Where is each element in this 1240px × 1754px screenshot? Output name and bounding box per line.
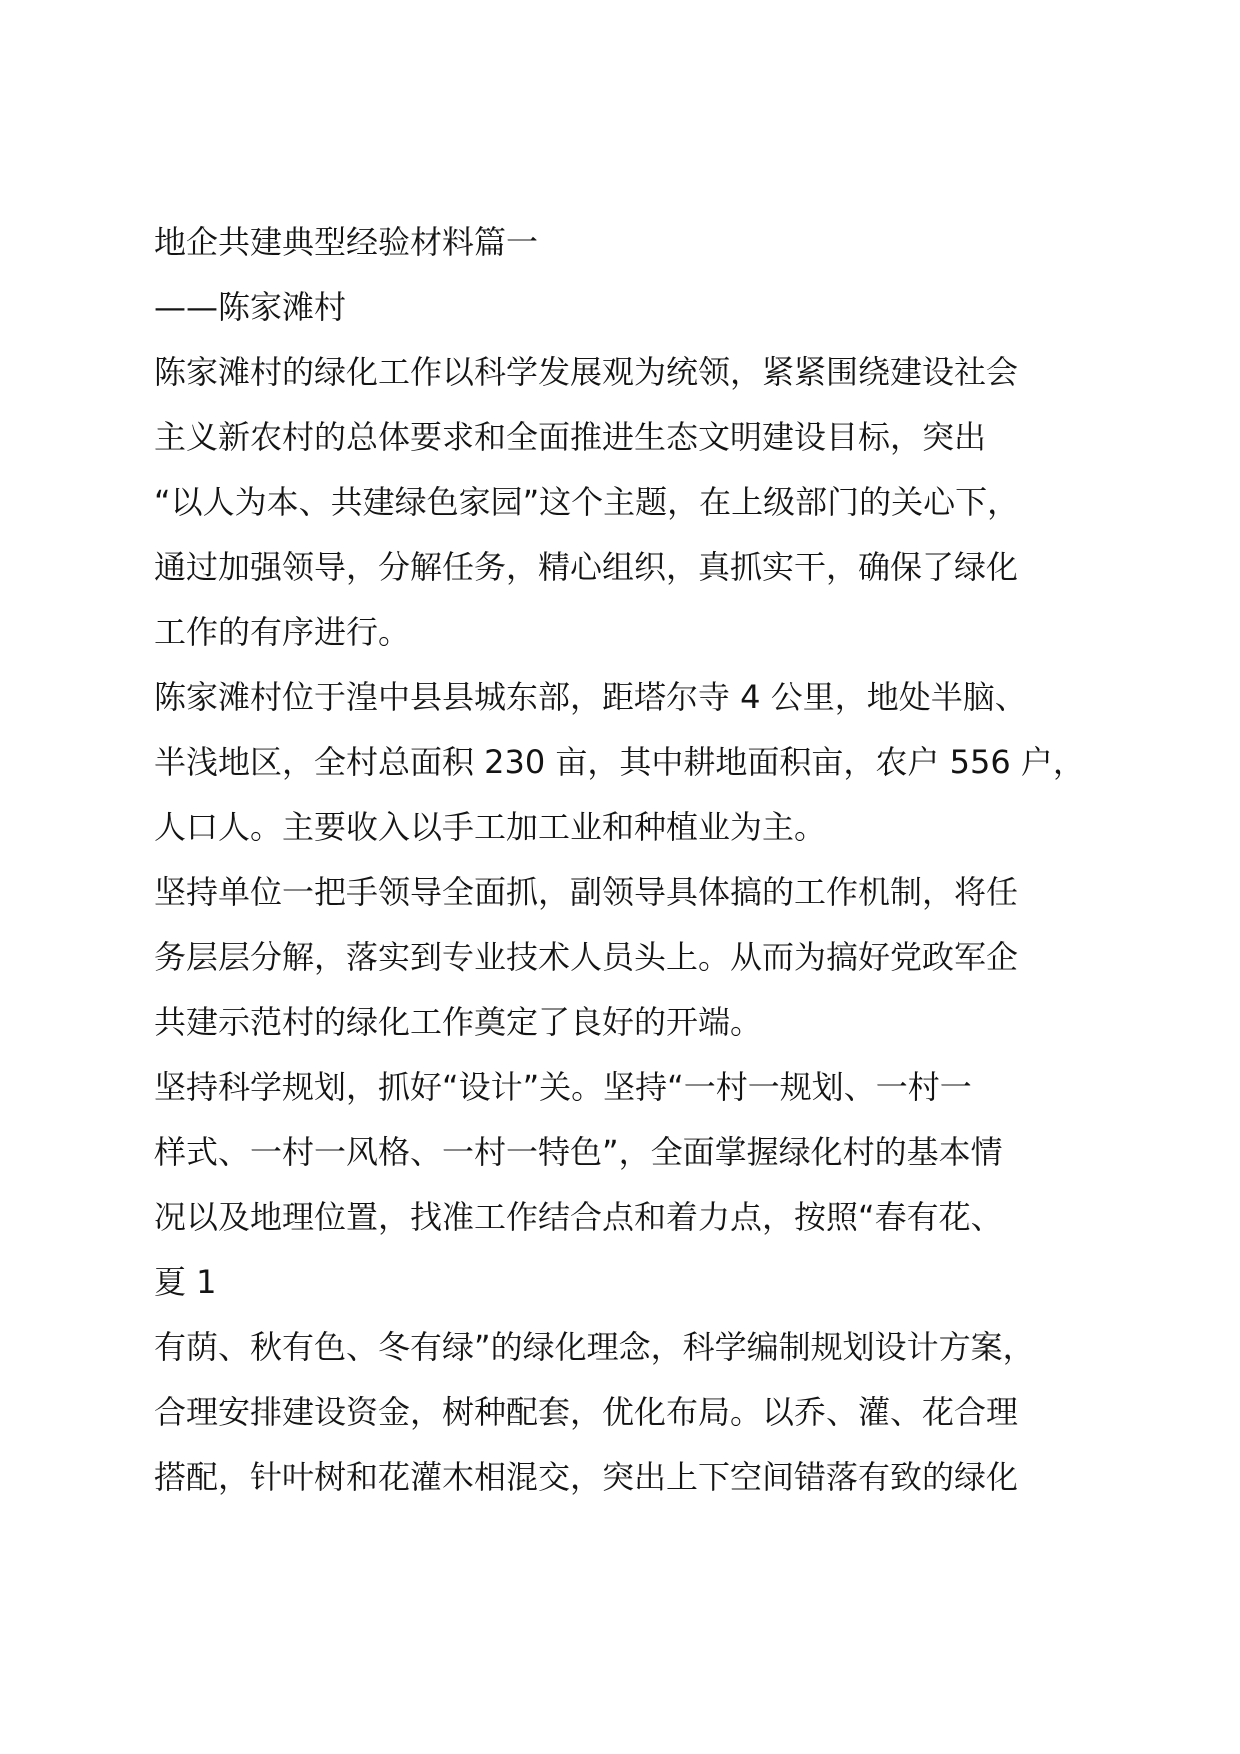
paragraph-line: 工作的有序进行。 — [154, 613, 411, 651]
paragraph-line: 主义新农村的总体要求和全面推进生态文明建设目标，突出 — [154, 418, 987, 456]
paragraph-line: 通过加强领导，分解任务，精心组织，真抓实干，确保了绿化 — [154, 548, 1019, 586]
document-body — [154, 210, 1114, 1510]
paragraph-line: 况以及地理位置，找准工作结合点和着力点，按照“春有花、 — [154, 1198, 1003, 1236]
paragraph-line: 搭配，针叶树和花灌木相混交，突出上下空间错落有致的绿化 — [154, 1458, 1019, 1496]
paragraph-line: “以人为本、共建绿色家园”这个主题，在上级部门的关心下， — [154, 483, 1020, 521]
paragraph-line: 有荫、秋有色、冬有绿”的绿化理念，科学编制规划设计方案， — [154, 1328, 1035, 1366]
page-break-line: 夏 1 — [154, 1263, 217, 1301]
paragraph-line: 坚持单位一把手领导全面抓，副领导具体搞的工作机制，将任 — [154, 873, 1019, 911]
paragraph-line: 样式、一村一风格、一村一特色”，全面掌握绿化村的基本情 — [154, 1133, 1003, 1171]
paragraph-line: 共建示范村的绿化工作奠定了良好的开端。 — [154, 1003, 763, 1041]
paragraph-line: 合理安排建设资金，树种配套，优化布局。以乔、灌、花合理 — [154, 1393, 1019, 1431]
paragraph-line: 务层层分解，落实到专业技术人员头上。从而为搞好党政军企 — [154, 938, 1019, 976]
document-title: 地企共建典型经验材料篇一 — [154, 223, 539, 261]
paragraph-line: 陈家滩村位于湟中县县城东部，距塔尔寺 4 公里，地处半脑、 — [154, 678, 1027, 716]
document-subtitle: ——陈家滩村 — [154, 288, 347, 326]
paragraph-line: 陈家滩村的绿化工作以科学发展观为统领，紧紧围绕建设社会 — [154, 353, 1019, 391]
paragraph-line: 半浅地区，全村总面积 230 亩，其中耕地面积亩，农户 556 户， — [154, 743, 1085, 781]
paragraph-line: 人口人。主要收入以手工加工业和种植业为主。 — [154, 808, 827, 846]
paragraph-line: 坚持科学规划，抓好“设计”关。坚持“一村一规划、一村一 — [154, 1068, 972, 1106]
